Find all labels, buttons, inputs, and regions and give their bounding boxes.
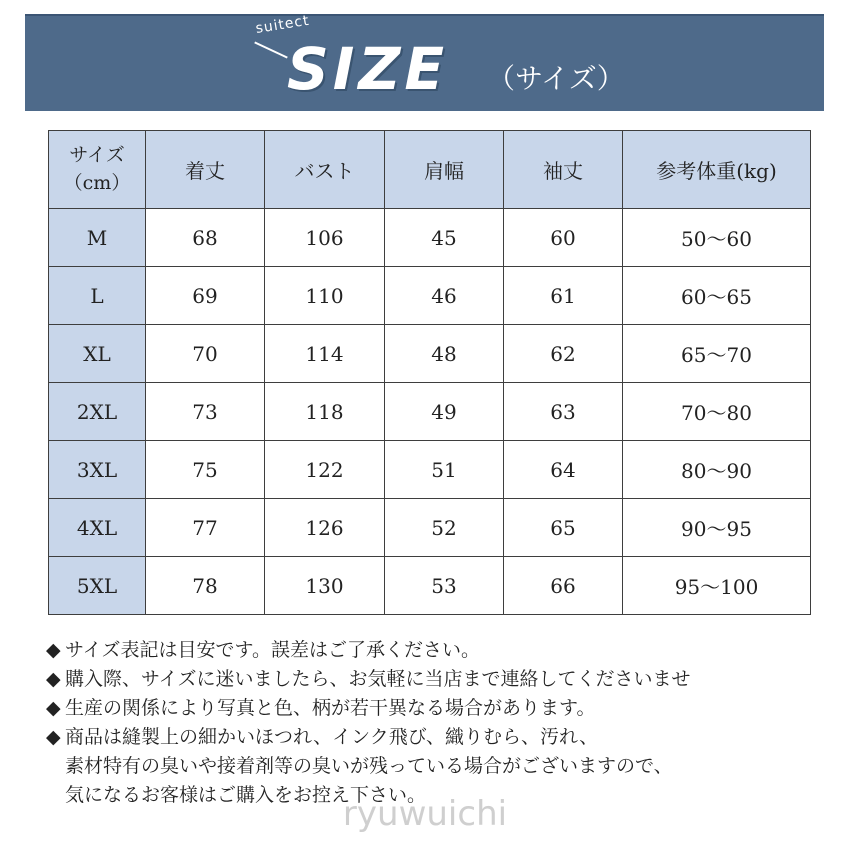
header-size-line1: サイズ	[69, 143, 125, 166]
header-shoulder: 肩幅	[385, 131, 504, 209]
table-row	[49, 557, 811, 615]
cell-length: 68	[146, 209, 265, 267]
table-row	[49, 383, 811, 441]
cell-shoulder: 49	[385, 383, 504, 441]
table-row	[49, 499, 811, 557]
note-text: 購入際、サイズに迷いましたら、お気軽に当店まで連絡してくださいませ	[65, 668, 691, 690]
cell-sleeve: 66	[504, 557, 623, 615]
table-row	[49, 209, 811, 267]
cell-shoulder: 45	[385, 209, 504, 267]
cell-bust: 114	[265, 325, 385, 383]
banner-title: SIZE	[287, 35, 449, 103]
note-item	[46, 665, 836, 694]
size-table	[48, 130, 811, 615]
cell-sleeve: 63	[504, 383, 623, 441]
cell-size: 3XL	[49, 441, 146, 499]
cell-weight: 95～100	[623, 557, 811, 615]
cell-sleeve: 60	[504, 209, 623, 267]
banner-subtitle: （サイズ）	[487, 62, 625, 95]
cell-size: 4XL	[49, 499, 146, 557]
cell-length: 75	[146, 441, 265, 499]
banner-small-text: suitect	[254, 12, 311, 38]
table-row	[49, 325, 811, 383]
cell-shoulder: 51	[385, 441, 504, 499]
note-text: サイズ表記は目安です。誤差はご了承ください。	[65, 639, 480, 661]
size-banner	[25, 14, 824, 111]
note-continuation: 素材特有の臭いや接着剤等の臭いが残っている場合がございますので、	[65, 755, 673, 777]
cell-weight: 65～70	[623, 325, 811, 383]
table-row	[49, 267, 811, 325]
note-text: 商品は縫製上の細かいほつれ、インク飛び、織りむら、汚れ、	[65, 726, 599, 748]
cell-length: 73	[146, 383, 265, 441]
cell-size: L	[49, 267, 146, 325]
cell-size: M	[49, 209, 146, 267]
cell-size: 2XL	[49, 383, 146, 441]
cell-sleeve: 64	[504, 441, 623, 499]
cell-length: 77	[146, 499, 265, 557]
cell-sleeve: 65	[504, 499, 623, 557]
cell-length: 69	[146, 267, 265, 325]
cell-weight: 60～65	[623, 267, 811, 325]
cell-shoulder: 46	[385, 267, 504, 325]
cell-weight: 70～80	[623, 383, 811, 441]
cell-bust: 110	[265, 267, 385, 325]
diamond-bullet-icon: ◆	[46, 726, 61, 748]
note-item	[46, 636, 836, 665]
cell-bust: 126	[265, 499, 385, 557]
cell-weight: 90～95	[623, 499, 811, 557]
watermark: ryuwuichi	[342, 794, 508, 834]
cell-bust: 118	[265, 383, 385, 441]
cell-sleeve: 62	[504, 325, 623, 383]
diamond-bullet-icon: ◆	[46, 668, 61, 690]
cell-weight: 80～90	[623, 441, 811, 499]
diamond-bullet-icon: ◆	[46, 639, 61, 661]
header-bust: バスト	[265, 131, 385, 209]
cell-bust: 106	[265, 209, 385, 267]
note-item	[46, 694, 836, 723]
header-size-line2: （cm）	[63, 171, 131, 194]
cell-length: 78	[146, 557, 265, 615]
note-text: 生産の関係により写真と色、柄が若干異なる場合があります。	[65, 697, 596, 719]
notes-section	[46, 636, 836, 810]
cell-shoulder: 48	[385, 325, 504, 383]
cell-size: 5XL	[49, 557, 146, 615]
header-sleeve: 袖丈	[504, 131, 623, 209]
header-length: 着丈	[146, 131, 265, 209]
note-continuation: 気になるお客様はご購入をお控え下さい。	[65, 784, 427, 806]
cell-bust: 130	[265, 557, 385, 615]
header-size	[49, 131, 146, 209]
table-header-row	[49, 131, 811, 209]
header-weight: 参考体重(kg)	[623, 131, 811, 209]
cell-weight: 50～60	[623, 209, 811, 267]
diamond-bullet-icon: ◆	[46, 697, 61, 719]
cell-shoulder: 52	[385, 499, 504, 557]
cell-shoulder: 53	[385, 557, 504, 615]
cell-size: XL	[49, 325, 146, 383]
cell-length: 70	[146, 325, 265, 383]
table-row	[49, 441, 811, 499]
decorative-slash	[254, 41, 287, 58]
cell-bust: 122	[265, 441, 385, 499]
cell-sleeve: 61	[504, 267, 623, 325]
note-item	[46, 723, 836, 752]
